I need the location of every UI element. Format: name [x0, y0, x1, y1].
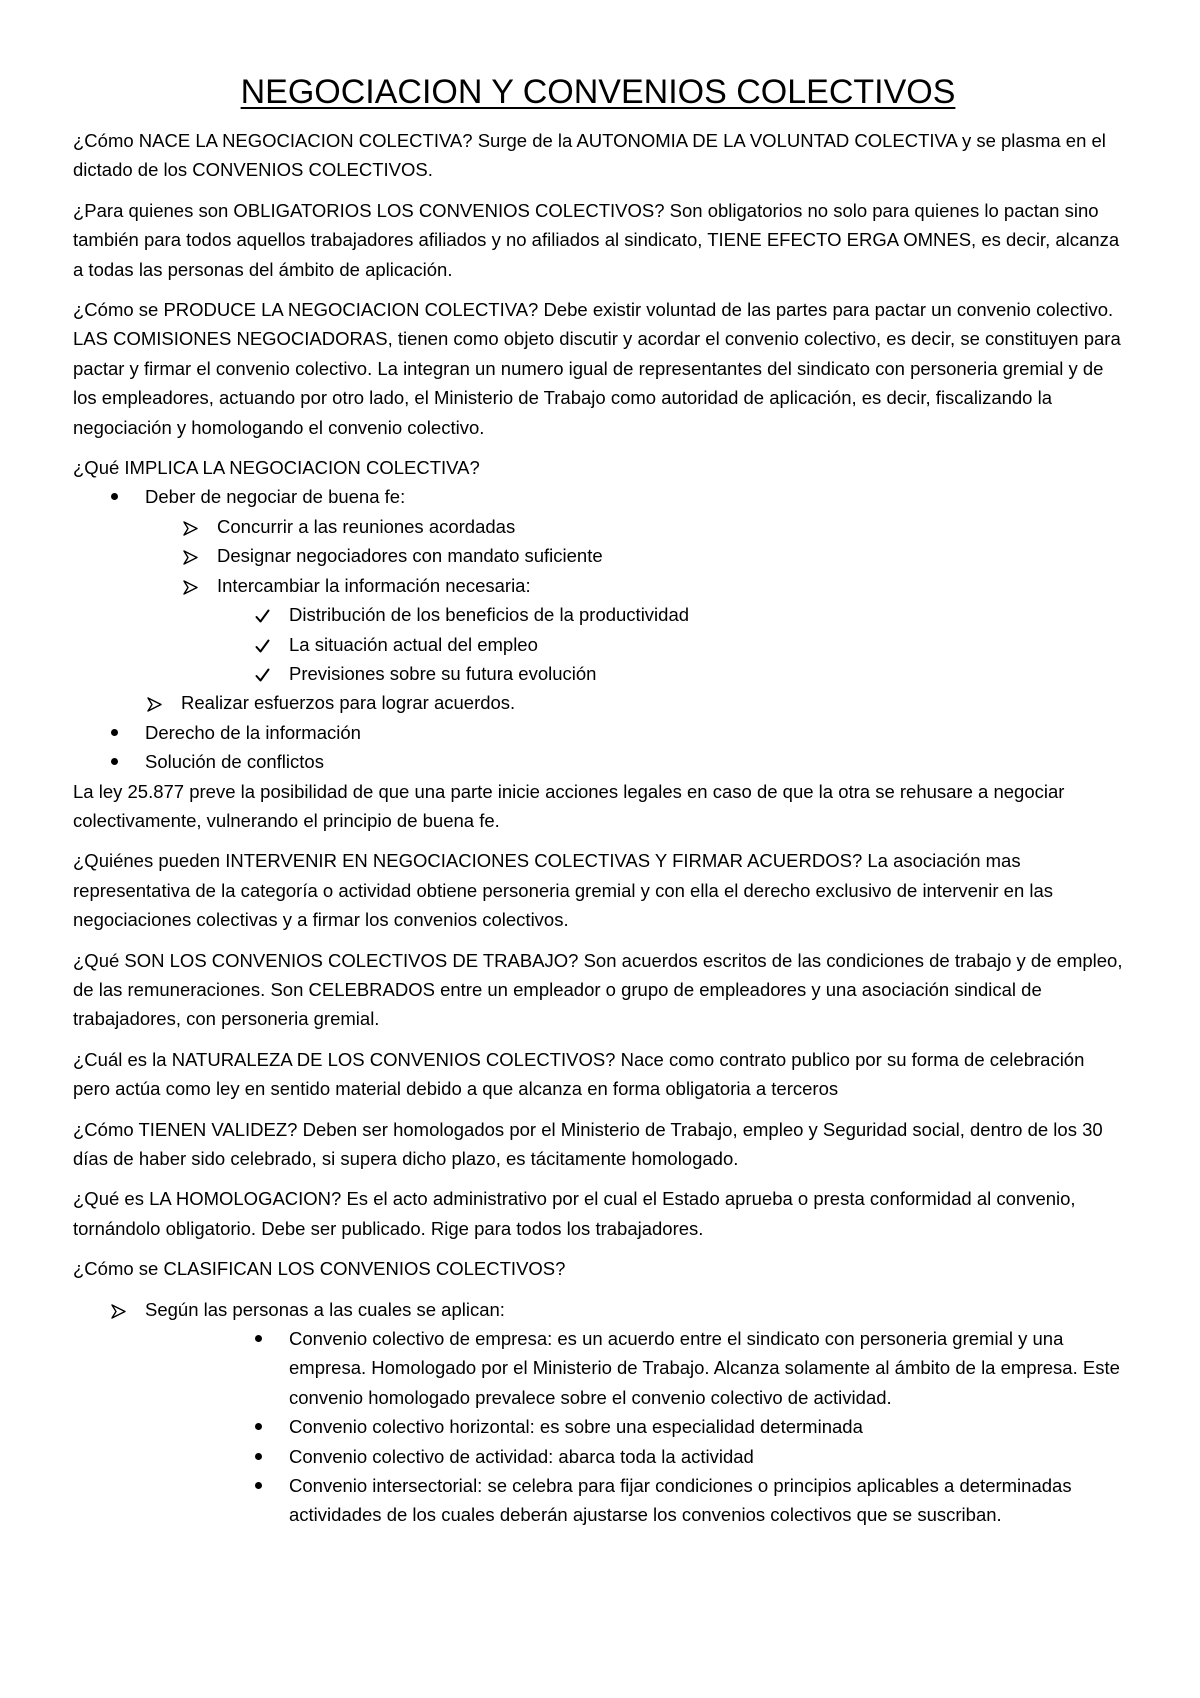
- paragraph-implica: ¿Qué IMPLICA LA NEGOCIACION COLECTIVA?: [73, 457, 480, 479]
- list-item-label: Previsiones sobre su futura evolución: [289, 662, 597, 684]
- list-item-label: Distribución de los beneficios de la productividad: [289, 604, 690, 626]
- list-item: [73, 571, 1123, 600]
- list-item-label: Deber de negociar de buena fe:: [145, 486, 406, 508]
- check-icon: [255, 600, 277, 629]
- list-item: [73, 659, 1123, 688]
- check-icon: [255, 659, 277, 688]
- list-item-label: Convenio colectivo horizontal: es sobre una especialidad determinada: [289, 1416, 863, 1438]
- bullet-icon: [111, 747, 133, 776]
- bullet-icon: [255, 1412, 277, 1441]
- bullet-icon: [111, 482, 133, 511]
- paragraph-naturaleza: ¿Cuál es la NATURALEZA DE LOS CONVENIOS COLECTIVOS? Nace como contrato publico por su forma de celebración pero actúa como ley en sentido material debido a que alcanza en forma obligatoria a terceros: [73, 1048, 1085, 1100]
- paragraph-intervenir: ¿Quiénes pueden INTERVENIR EN NEGOCIACIONES COLECTIVAS Y FIRMAR ACUERDOS? La asociación mas representativa de la categoría o actividad obtiene personeria gremial y con ella el derecho exclusivo de intervenir en las negociaciones colectivas y a firmar los convenios colectivos.: [73, 850, 1054, 931]
- paragraph-que-son: ¿Qué SON LOS CONVENIOS COLECTIVOS DE TRABAJO? Son acuerdos escritos de las condiciones de trabajo y de empleo, de las remuneraciones. Son CELEBRADOS entre un empleador o grupo de empleadores y una asociación sindical de trabajadores, con personeria gremial.: [73, 949, 1123, 1030]
- list-item-label: Según las personas a las cuales se aplican:: [145, 1298, 505, 1320]
- list-item: [73, 718, 1123, 747]
- arrow-bullet-icon: [183, 512, 205, 541]
- list-item-label: Solución de conflictos: [145, 751, 324, 773]
- paragraph-obligatorios: ¿Para quienes son OBLIGATORIOS LOS CONVENIOS COLECTIVOS? Son obligatorios no solo para quienes lo pactan sino también para todos aquellos trabajadores afiliados y no afiliados al sindicato, TIENE EFECTO ERGA OMNES, es decir, alcanza a todas las personas del ámbito de aplicación.: [73, 199, 1120, 280]
- arrow-bullet-icon: [183, 571, 205, 600]
- list-item-label: Derecho de la información: [145, 721, 361, 743]
- document-page: [73, 70, 1123, 1530]
- arrow-bullet-icon: [111, 1295, 133, 1324]
- paragraph-validez: ¿Cómo TIENEN VALIDEZ? Deben ser homologados por el Ministerio de Trabajo, empleo y Seguridad social, dentro de los 30 días de haber sido celebrado, si supera dicho plazo, es tácitamente homologado.: [73, 1118, 1103, 1169]
- bullet-icon: [111, 718, 133, 747]
- clasificacion-list: [73, 1295, 1123, 1530]
- document-title: NEGOCIACION Y CONVENIOS COLECTIVOS: [240, 73, 956, 111]
- list-item-label: Designar negociadores con mandato suficiente: [217, 545, 603, 567]
- list-item: [73, 600, 1123, 629]
- list-item: [73, 541, 1123, 570]
- bullet-icon: [255, 1442, 277, 1471]
- list-item-label: Convenio colectivo de actividad: abarca toda la actividad: [289, 1445, 754, 1467]
- list-item-label: Intercambiar la información necesaria:: [217, 574, 531, 596]
- list-item: [73, 1412, 1123, 1441]
- implica-list: [73, 482, 1123, 776]
- list-item-label: Convenio intersectorial: se celebra para fijar condiciones o principios aplicables a determinadas actividades de los cuales deberán ajustarse los convenios colectivos que se suscriban.: [289, 1475, 1072, 1526]
- list-item-label: La situación actual del empleo: [289, 633, 538, 655]
- paragraph-produce: ¿Cómo se PRODUCE LA NEGOCIACION COLECTIVA? Debe existir voluntad de las partes para pactar un convenio colectivo. LAS COMISIONES NEGOCIADORAS, tienen como objeto discutir y acordar el convenio colectivo, es decir, se constituyen para pactar y firmar el convenio colectivo. La integran un numero igual de representantes del sindicato con personeria gremial y de los empleadores, actuando por otro lado, el Ministerio de Trabajo como autoridad de aplicación, es decir, fiscalizando la negociación y homologando el convenio colectivo.: [73, 299, 1121, 438]
- list-item: [73, 747, 1123, 776]
- list-item-label: Realizar esfuerzos para lograr acuerdos.: [181, 692, 516, 714]
- list-item: [73, 1442, 1123, 1471]
- bullet-icon: [255, 1471, 277, 1500]
- list-item: [73, 688, 1123, 717]
- paragraph-homologacion: ¿Qué es LA HOMOLOGACION? Es el acto administrativo por el cual el Estado aprueba o presta conformidad al convenio, tornándolo obligatorio. Debe ser publicado. Rige para todos los trabajadores.: [73, 1188, 1076, 1239]
- arrow-bullet-icon: [147, 688, 169, 717]
- check-icon: [255, 630, 277, 659]
- list-item: [73, 630, 1123, 659]
- paragraph-ley: La ley 25.877 preve la posibilidad de que una parte inicie acciones legales en caso de que la otra se rehusare a negociar colectivamente, vulnerando el principio de buena fe.: [73, 780, 1065, 831]
- arrow-bullet-icon: [183, 541, 205, 570]
- list-item: [73, 1324, 1123, 1412]
- list-item: [73, 512, 1123, 541]
- paragraph-clasifican: ¿Cómo se CLASIFICAN LOS CONVENIOS COLECTIVOS?: [73, 1258, 566, 1280]
- list-item: [73, 1295, 1123, 1324]
- list-item-label: Concurrir a las reuniones acordadas: [217, 515, 516, 537]
- list-item: [73, 482, 1123, 511]
- list-item: [73, 1471, 1123, 1530]
- bullet-icon: [255, 1324, 277, 1353]
- paragraph-nace: ¿Cómo NACE LA NEGOCIACION COLECTIVA? Surge de la AUTONOMIA DE LA VOLUNTAD COLECTIVA y se plasma en el dictado de los CONVENIOS COLECTIVOS.: [73, 130, 1106, 181]
- list-item-label: Convenio colectivo de empresa: es un acuerdo entre el sindicato con personeria gremial y una empresa. Homologado por el Ministerio de Trabajo. Alcanza solamente al ámbito de la empresa. Este convenio homologado prevalece sobre el convenio colectivo de actividad.: [289, 1328, 1120, 1408]
